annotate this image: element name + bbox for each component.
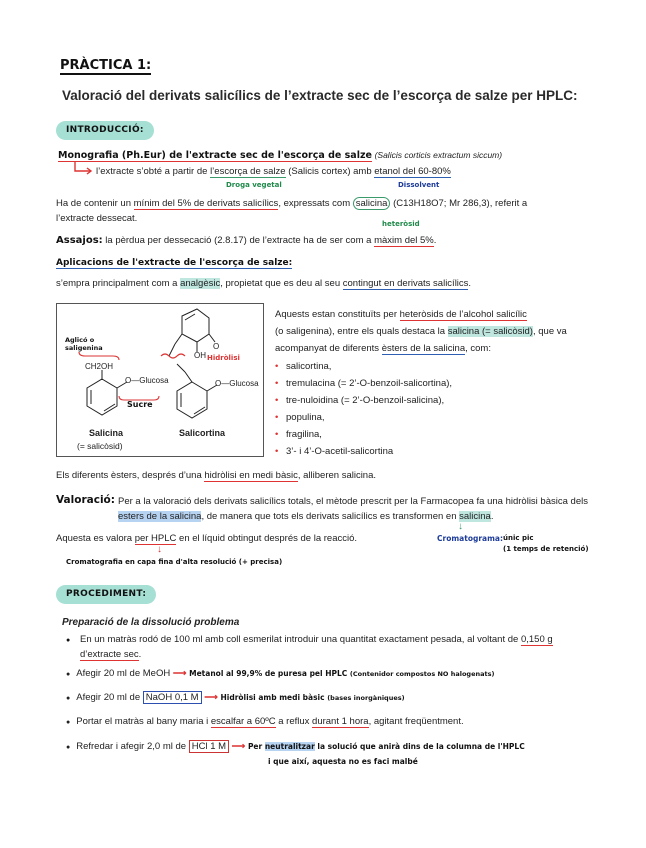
note-heterosid: heteròsid — [382, 220, 420, 228]
salicina-name: Salicina — [89, 428, 124, 438]
note-droga: Droga vegetal — [226, 181, 282, 189]
salicortina-name: Salicortina — [179, 428, 226, 438]
list-item: • tre-nuloidina (= 2’-O-benzoil-salicina), — [275, 392, 452, 409]
esters-line: Els diferents èsters, després d’una hidròlisi en medi bàsic, alliberen salicina. — [56, 470, 377, 481]
step-3: ● Afegir 20 ml de NaOH 0,1 M ⟶ Hidròlisi amb medi bàsic (bases inorgàniques) — [66, 692, 405, 703]
glucosa-label: O—Glucosa — [125, 376, 169, 385]
content-line-2: l’extracte dessecat. — [56, 213, 138, 224]
salicina-alt: (= salicòsid) — [77, 441, 123, 451]
step-5: ● Refredar i afegir 2,0 ml de HCl 1 M ⟶ Per neutralitzar la solució que anirà dins de la columna de l'HPLC — [66, 741, 525, 752]
valoracio-label: Valoració: — [56, 494, 115, 506]
note-sucre: Sucre — [127, 400, 153, 409]
capa-fina-note: Cromatografia en capa fina d'alta resolució (+ precisa) — [66, 558, 283, 566]
note-aglico: Aglicó o saligenina — [65, 336, 103, 352]
intro-pill: INTRODUCCIÓ: — [56, 121, 154, 140]
o-label: O — [213, 342, 220, 351]
oh-label: OH — [194, 351, 206, 360]
glucosa-label-2: O—Glucosa — [215, 379, 259, 388]
step-1: ● En un matràs rodó de 100 ml amb coll esmerilat introduir una quantitat exactament pesada, al voltant de 0,150 g d’extracte sec. — [66, 632, 586, 662]
note-hidrolisi: Hidròlisi — [207, 354, 240, 362]
esters-list — [275, 358, 452, 460]
step-4: ● Portar el matràs al bany maria i escalfar a 60ºC a reflux durant 1 hora, agitant freqüentment. — [66, 716, 464, 727]
procediment-subtitle: Preparació de la dissolució problema — [62, 617, 240, 628]
content-line: Ha de contenir un mínim del 5% de derivats salicílics, expressats com salicina (C13H18O7; Mr 286,3), referit a — [56, 198, 528, 209]
extract-line: l’extracte s’obté a partir de l’escorça de salze (Salicis cortex) amb etanol del 60-80% — [96, 166, 451, 177]
list-item: • 3’- i 4’-O-acetil-salicortina — [275, 443, 452, 460]
cromatograma-note-2: (1 temps de retenció) — [503, 545, 589, 553]
cromatograma-label: Cromatograma: — [437, 534, 503, 543]
step-2: ● Afegir 20 ml de MeOH ⟶ Metanol al 99,9% de puresa pel HPLC (Contenidor compostos NO halogenats) — [66, 668, 495, 679]
down-arrow-icon: ↓ — [157, 544, 162, 555]
aplicacions-heading: Aplicacions de l'extracte de l'escorça de salze: — [56, 258, 293, 268]
list-item: • tremulacina (= 2’-O-benzoil-salicortina), — [275, 375, 452, 392]
aplicacions-line: s’empra principalment com a analgèsic, propietat que es deu al seu contingut en derivats salicílics. — [56, 278, 472, 289]
procediment-steps — [66, 632, 586, 662]
valoracio-line-2: esters de la salicina, de manera que tots els derivats salicílics es transformen en salicina. — [118, 511, 494, 522]
structure-figure — [56, 303, 264, 457]
list-item: • salicortina, — [275, 358, 452, 375]
hplc-line: Aquesta es valora per HPLC en el líquid obtingut després de la reacció. — [56, 533, 358, 544]
monografia-line: Monografia (Ph.Eur) de l'extracte sec de l'escorça de salze (Salicis corticis extractum siccum) — [58, 150, 503, 161]
bracket-arrow-icon — [72, 161, 94, 177]
list-item: • populina, — [275, 409, 452, 426]
down-arrow-green-icon: ↓ — [458, 521, 463, 532]
procediment-pill: PROCEDIMENT: — [56, 585, 156, 604]
practice-title: PRÀCTICA 1: — [60, 58, 152, 73]
assajos-line: Assajos: la pèrdua per dessecació (2.8.17) de l’extracte ha de ser com a màxim del 5%. — [56, 235, 437, 246]
note-dissolvent: Dissolvent — [398, 181, 440, 189]
ch2oh-label: CH2OH — [85, 362, 114, 371]
aquests-paragraph: Aquests estan constituïts per heteròsids de l’alcohol salicílic (o saligenina), entre els quals destaca la salicina (= salicòsid), que va acompanyat de diferents èsters de la salicina, com: — [275, 309, 567, 354]
list-item: • fragilina, — [275, 426, 452, 443]
main-title: Valoració del derivats salicílics de l’extracte sec de l’escorça de salze per HPLC: — [62, 88, 578, 103]
cromatograma-note-1: únic pic — [503, 534, 534, 542]
step-5-note-2: i que així, aquesta no es faci malbé — [268, 757, 418, 766]
valoracio-line-1: Per a la valoració dels derivats salicílics totals, el mètode prescrit per la Farmacopea fa una hidròlisi bàsica dels — [118, 496, 588, 507]
